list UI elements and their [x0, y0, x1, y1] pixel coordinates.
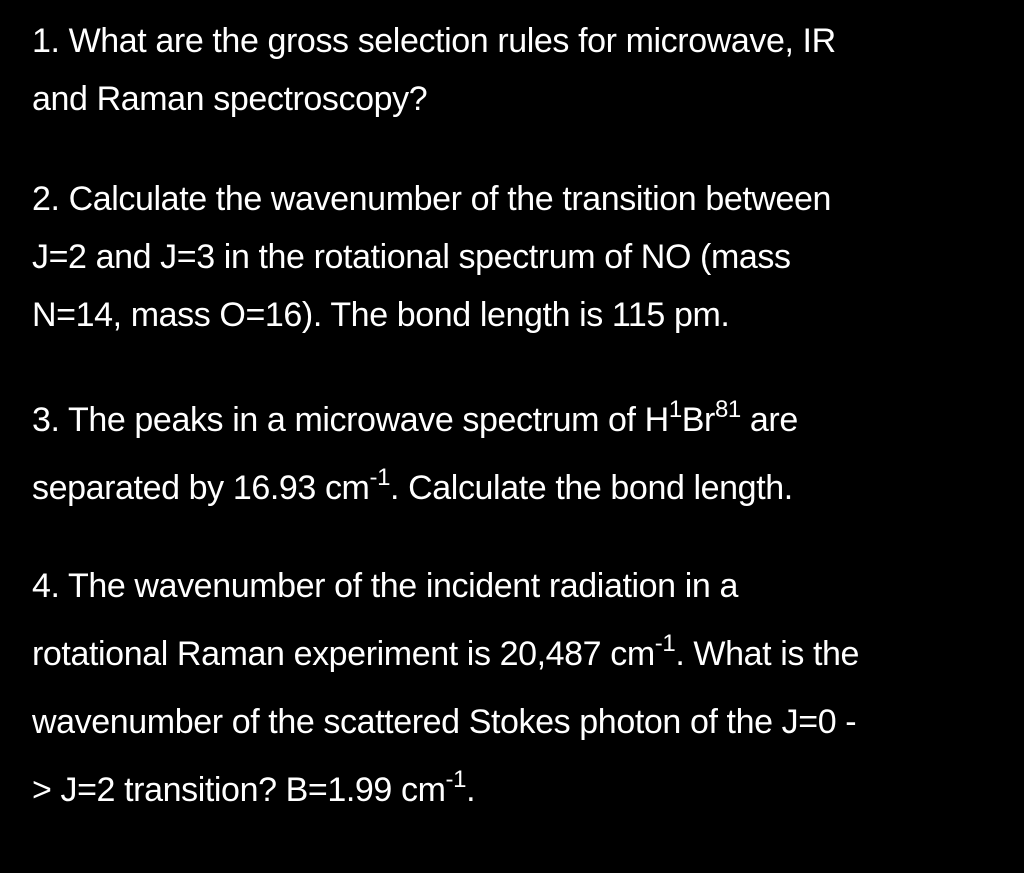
- question-2: [32, 170, 1007, 344]
- element-symbol: Br: [681, 401, 715, 439]
- isotope-superscript-h: 1: [668, 396, 682, 423]
- question-2-line-2: J=2 and J=3 in the rotational spectrum of NO (mass: [32, 238, 791, 276]
- question-3-text-end: are: [740, 401, 798, 439]
- question-1-line-1: 1. What are the gross selection rules for microwave, IR: [32, 22, 836, 60]
- question-3-text: separated by 16.93 cm: [32, 469, 370, 507]
- question-1: [32, 12, 1007, 128]
- isotope-superscript-br: 81: [714, 396, 741, 423]
- question-4-text-end: . What is the: [675, 635, 860, 673]
- question-3-text-end: . Calculate the bond length.: [390, 469, 793, 507]
- document: [32, 12, 1007, 824]
- question-1-line-2: and Raman spectroscopy?: [32, 80, 428, 118]
- question-4-text-end: .: [466, 771, 476, 809]
- question-4-text: > J=2 transition? B=1.99 cm: [32, 771, 446, 809]
- question-4: [32, 552, 1007, 824]
- question-3-line-2: [32, 454, 1007, 522]
- paragraph-gap: [32, 522, 1007, 552]
- question-3-text: 3. The peaks in a microwave spectrum of H: [32, 401, 669, 439]
- question-4-line-4: [32, 756, 1007, 824]
- question-4-line-1: 4. The wavenumber of the incident radiation in a: [32, 567, 738, 605]
- paragraph-gap: [32, 344, 1007, 386]
- unit-exponent: -1: [445, 766, 467, 793]
- question-3-line-1: [32, 386, 1007, 454]
- question-4-line-2: [32, 620, 1007, 688]
- question-2-line-3: N=14, mass O=16). The bond length is 115 pm.: [32, 296, 730, 334]
- unit-exponent: -1: [654, 630, 676, 657]
- unit-exponent: -1: [369, 464, 391, 491]
- question-4-text: rotational Raman experiment is 20,487 cm: [32, 635, 655, 673]
- question-3: [32, 386, 1007, 522]
- paragraph-gap: [32, 128, 1007, 170]
- question-2-line-1: 2. Calculate the wavenumber of the transition between: [32, 180, 832, 218]
- question-4-line-3: wavenumber of the scattered Stokes photon of the J=0 -: [32, 703, 857, 741]
